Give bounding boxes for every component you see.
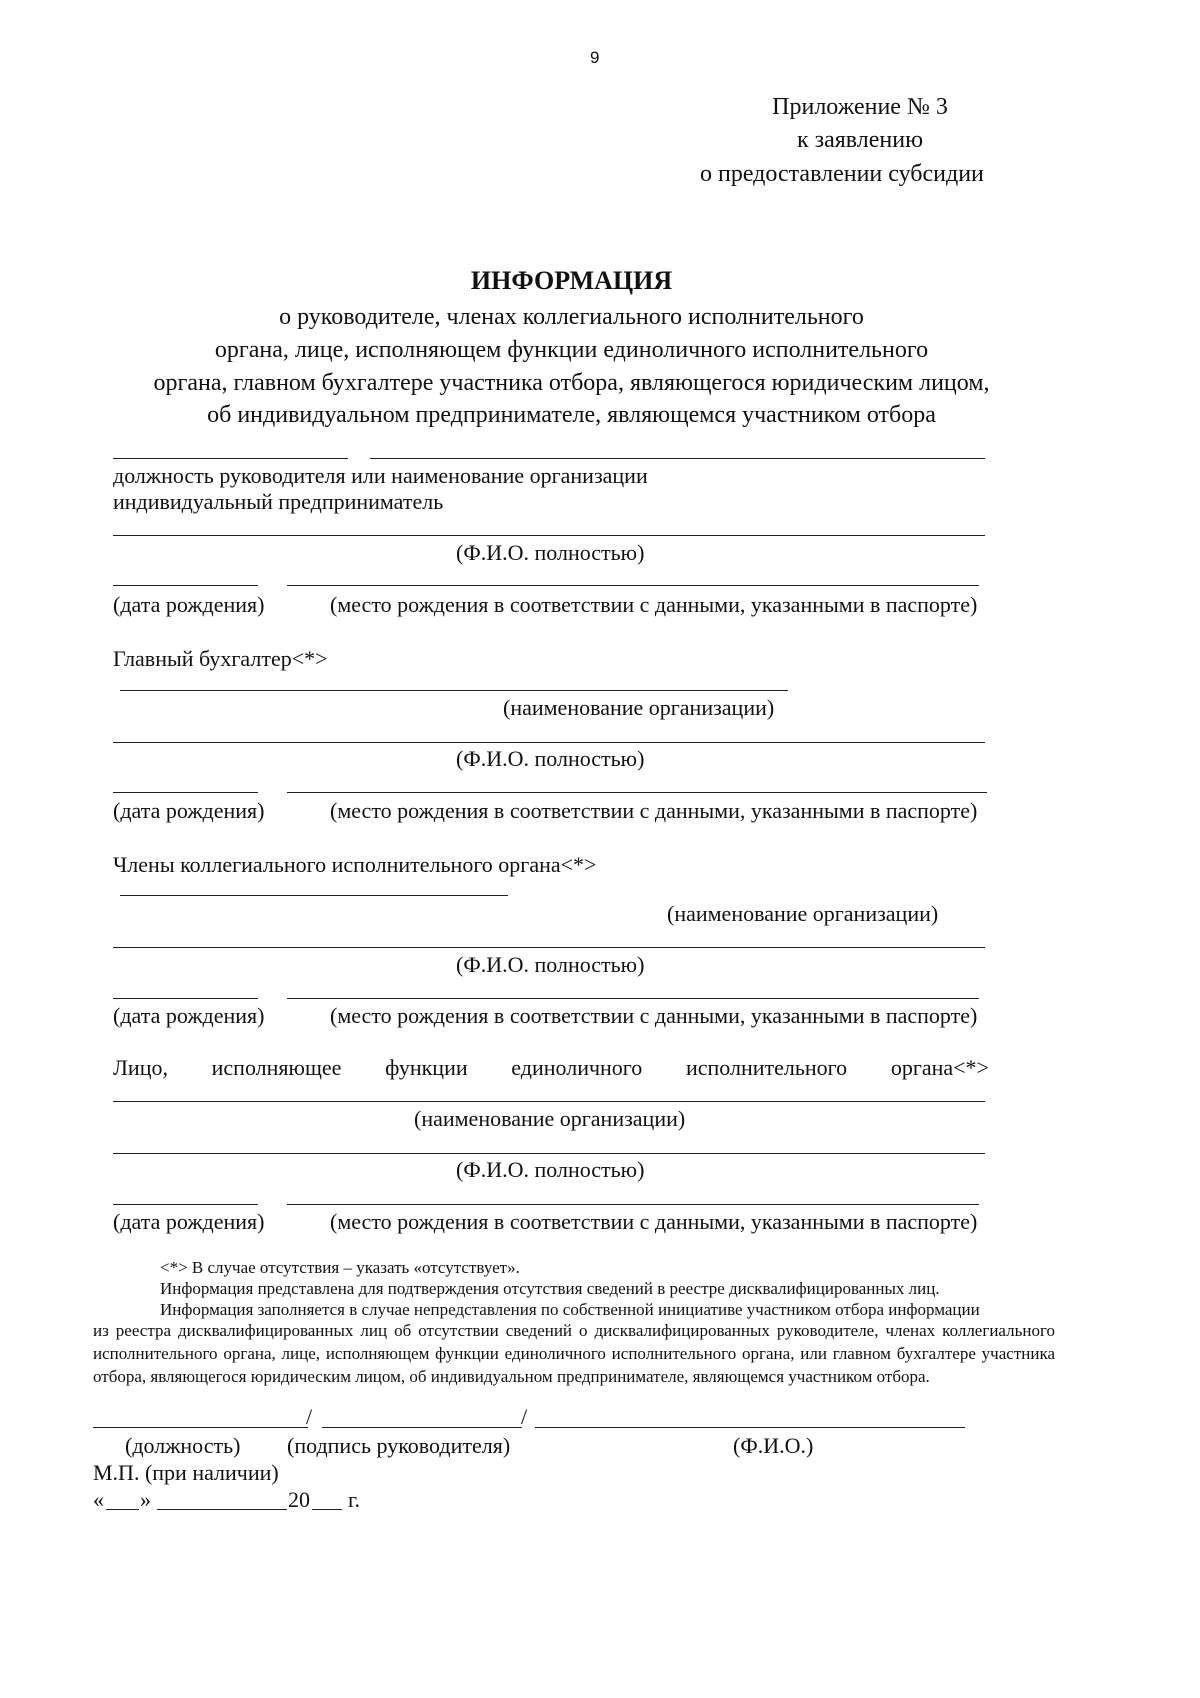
subtitle-line: об индивидуальном предпринимателе, являющемся участником отбора xyxy=(207,402,936,428)
birth-date-field-line[interactable] xyxy=(113,585,258,586)
birth-place-field-line[interactable] xyxy=(287,1204,979,1205)
fio-field-line[interactable] xyxy=(113,1153,985,1154)
birth-place-field-line[interactable] xyxy=(287,585,979,586)
position-or-org-label: должность руководителя или наименование организации xyxy=(113,463,648,488)
birth-place-label: (место рождения в соответствии с данными, указанными в паспорте) xyxy=(330,798,978,823)
year-prefix: 20 xyxy=(288,1487,310,1512)
day-field-line[interactable] xyxy=(106,1509,139,1510)
separator: / xyxy=(306,1404,313,1429)
org-name-field-line[interactable] xyxy=(120,895,508,896)
appendix-line: к заявлению xyxy=(796,127,924,153)
board-members-heading: Члены коллегиального исполнительного органа<*> xyxy=(113,852,597,877)
birth-date-label: (дата рождения) xyxy=(113,1209,265,1234)
fio-field-line[interactable] xyxy=(113,742,985,743)
fio-caption: (Ф.И.О.) xyxy=(733,1433,814,1458)
subtitle-line: органа, главном бухгалтере участника отбора, являющегося юридическим лицом, xyxy=(153,370,990,396)
birth-place-label: (место рождения в соответствии с данными, указанными в паспорте) xyxy=(330,1003,978,1028)
stamp-label: М.П. (при наличии) xyxy=(93,1460,279,1485)
heading-word: Лицо, xyxy=(113,1055,168,1080)
birth-date-field-line[interactable] xyxy=(113,1204,258,1205)
fio-field-line[interactable] xyxy=(113,535,985,536)
heading-word: единоличного xyxy=(511,1055,643,1080)
appendix-line: о предоставлении субсидии xyxy=(700,161,984,187)
subtitle-line: органа, лице, исполняющем функции единоличного исполнительного xyxy=(214,337,929,363)
month-field-line[interactable] xyxy=(157,1509,287,1510)
year-field-line[interactable] xyxy=(312,1509,342,1510)
subtitle-line: о руководителе, членах коллегиального исполнительного xyxy=(279,304,864,330)
note-absence: <*> В случае отсутствия – указать «отсутствует». xyxy=(160,1258,520,1277)
position-caption: (должность) xyxy=(125,1433,241,1458)
separator: / xyxy=(521,1404,528,1429)
heading-word: исполняющее xyxy=(211,1055,342,1080)
position-field-line[interactable] xyxy=(113,458,348,459)
birth-place-label: (место рождения в соответствии с данными, указанными в паспорте) xyxy=(330,1209,978,1234)
org-name-label: (наименование организации) xyxy=(667,901,939,926)
page-number: 9 xyxy=(590,48,600,67)
heading-word: органа<*> xyxy=(890,1055,989,1080)
heading-word: исполнительного xyxy=(685,1055,848,1080)
appendix-line: Приложение № 3 xyxy=(772,94,948,120)
org-name-label: (наименование организации) xyxy=(414,1106,686,1131)
organization-field-line[interactable] xyxy=(370,458,985,459)
org-name-field-line[interactable] xyxy=(120,690,788,691)
heading-word: функции xyxy=(385,1055,468,1080)
date-quote-open: « xyxy=(93,1487,104,1512)
birth-date-field-line[interactable] xyxy=(113,998,258,999)
position-signature-line[interactable] xyxy=(93,1427,308,1428)
note-filling-first-line: Информация заполняется в случае непредставления по собственной инициативе участником отбора информации xyxy=(160,1300,980,1319)
year-suffix: г. xyxy=(348,1487,361,1512)
entrepreneur-label: индивидуальный предприниматель xyxy=(113,489,444,514)
date-quote-close: » xyxy=(140,1487,151,1512)
fio-label: (Ф.И.О. полностью) xyxy=(456,952,645,977)
chief-accountant-heading: Главный бухгалтер<*> xyxy=(113,646,328,671)
birth-date-field-line[interactable] xyxy=(113,792,258,793)
signature-line[interactable] xyxy=(322,1427,522,1428)
fio-label: (Ф.И.О. полностью) xyxy=(456,540,645,565)
fio-signature-line[interactable] xyxy=(535,1427,965,1428)
birth-date-label: (дата рождения) xyxy=(113,592,265,617)
birth-place-field-line[interactable] xyxy=(287,792,987,793)
note-filling-rest: из реестра дисквалифицированных лиц об отсутствии сведений о дисквалифицированных руководителе, членах коллегиального исполнительного органа, лице, исполняющем функции единоличного исполнительного органа, или главном бухгалтере участника отбора, являющегося юридическим лицом, об индивидуальном предпринимателе, являющемся участником отбора. xyxy=(93,1321,1055,1386)
birth-date-label: (дата рождения) xyxy=(113,1003,265,1028)
signature-caption: (подпись руководителя) xyxy=(287,1433,511,1458)
note-purpose: Информация представлена для подтверждения отсутствия сведений в реестре дисквалифицированных лиц. xyxy=(160,1279,940,1298)
birth-place-field-line[interactable] xyxy=(287,998,979,999)
fio-field-line[interactable] xyxy=(113,947,985,948)
document-title: ИНФОРМАЦИЯ xyxy=(470,266,673,295)
sole-executive-heading xyxy=(113,1055,989,1081)
org-name-label: (наименование организации) xyxy=(503,695,775,720)
fio-label: (Ф.И.О. полностью) xyxy=(456,1157,645,1182)
birth-place-label: (место рождения в соответствии с данными, указанными в паспорте) xyxy=(330,592,978,617)
birth-date-label: (дата рождения) xyxy=(113,798,265,823)
fio-label: (Ф.И.О. полностью) xyxy=(456,746,645,771)
org-name-field-line[interactable] xyxy=(113,1101,985,1102)
